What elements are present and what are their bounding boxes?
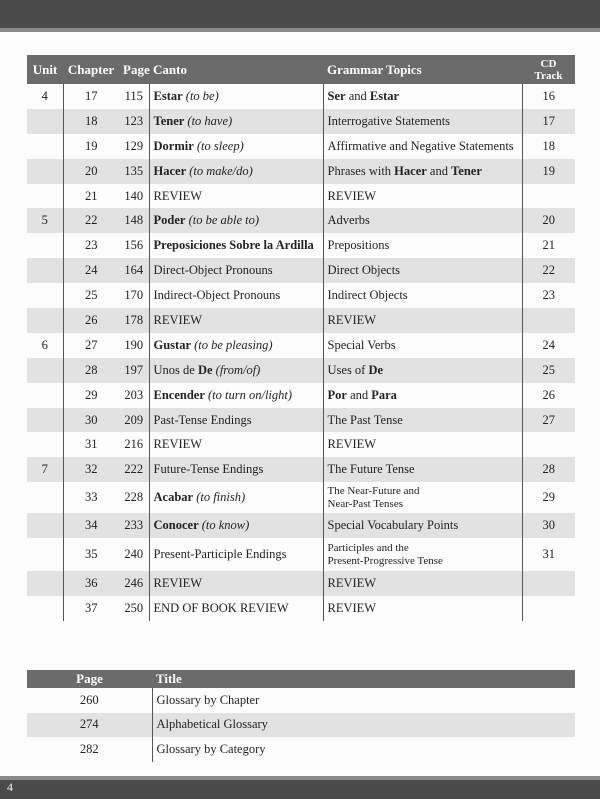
page-cell: 203 (119, 383, 149, 408)
canto-cell (149, 383, 323, 408)
canto-translation: (to know) (201, 518, 250, 533)
top-border-band (0, 0, 600, 28)
canto-cell (149, 408, 323, 433)
unit-cell (27, 233, 63, 258)
cd-track-cell: 30 (542, 518, 555, 533)
table-row (27, 432, 575, 457)
header-cd-line2: Track (534, 69, 563, 82)
index-row (27, 688, 575, 713)
canto-cell (149, 258, 323, 283)
top-border-edge (0, 28, 600, 32)
canto-cell (149, 432, 323, 457)
chapter-cell: 23 (85, 238, 98, 253)
chapter-cell: 35 (85, 547, 98, 562)
page-cell: 178 (119, 308, 149, 333)
canto-cell (149, 482, 323, 513)
grammar-text-2: and (426, 163, 452, 178)
grammar-text-1: Direct Objects (327, 263, 401, 278)
unit-cell (27, 134, 63, 159)
index-row (27, 737, 575, 762)
grammar-bold-2: De (368, 362, 384, 377)
page-cell: 164 (119, 258, 149, 283)
grammar-cell (323, 208, 522, 233)
chapter-cell: 19 (85, 138, 98, 153)
grammar-text-1: The Near-Future and (327, 484, 420, 497)
page-cell: 190 (119, 333, 149, 358)
table-row (27, 233, 575, 258)
index-table (27, 670, 575, 762)
page-cell: 216 (119, 432, 149, 457)
grammar-cell (323, 134, 522, 159)
canto-translation: (to sleep) (196, 138, 244, 153)
canto-text: Future-Tense Endings (153, 462, 264, 477)
unit-cell (27, 308, 63, 333)
table-row (27, 84, 575, 109)
table-row (27, 571, 575, 596)
grammar-cell (323, 358, 522, 383)
chapter-cell: 22 (85, 213, 98, 228)
canto-translation: (to be) (185, 88, 219, 103)
index-title-cell: Alphabetical Glossary (156, 717, 268, 732)
page-cell: 240 (119, 538, 149, 571)
canto-title: Encender (153, 387, 205, 402)
canto-title: Hacer (153, 163, 187, 178)
grammar-text-1: Phrases with (327, 163, 395, 178)
grammar-bold-1: Ser (327, 88, 346, 103)
grammar-cell (323, 333, 522, 358)
cd-track-cell: 18 (542, 138, 555, 153)
index-body (27, 688, 575, 762)
chapter-cell: 18 (85, 113, 98, 128)
grammar-bold-2: Estar (369, 88, 400, 103)
index-title-cell: Glossary by Category (156, 741, 266, 756)
unit-cell (27, 358, 63, 383)
index-title-cell: Glossary by Chapter (156, 692, 260, 707)
canto-translation: (to be able to) (188, 213, 260, 228)
canto-cell (149, 308, 323, 333)
cd-track-cell: 23 (542, 288, 555, 303)
canto-text: Direct-Object Pronouns (153, 263, 273, 278)
page-cell: 250 (119, 596, 149, 621)
canto-title: Acabar (153, 490, 194, 505)
chapter-cell: 37 (85, 600, 98, 615)
cd-track-cell: 25 (542, 362, 555, 377)
chapter-cell: 26 (85, 312, 98, 327)
canto-text: REVIEW (153, 576, 203, 591)
page-cell: 135 (119, 159, 149, 184)
table-row (27, 134, 575, 159)
chapter-cell: 30 (85, 412, 98, 427)
grammar-cell (323, 184, 522, 209)
grammar-text-1: Special Verbs (327, 337, 396, 352)
table-row (27, 513, 575, 538)
table-row (27, 333, 575, 358)
unit-cell (27, 513, 63, 538)
grammar-text-1: and (346, 387, 372, 402)
cd-track-cell: 26 (542, 387, 555, 402)
page-cell: 233 (119, 513, 149, 538)
header-cd-track (522, 55, 575, 84)
grammar-bold-1: Por (327, 387, 347, 402)
grammar-cell (323, 308, 522, 333)
page-cell: 123 (119, 109, 149, 134)
page-cell: 140 (119, 184, 149, 209)
grammar-bold-2: Para (371, 387, 397, 402)
page-cell: 222 (119, 457, 149, 482)
chapter-cell: 25 (85, 288, 98, 303)
unit-cell (27, 159, 63, 184)
page-cell: 246 (119, 571, 149, 596)
index-header-title: Title (156, 671, 182, 686)
table-row (27, 308, 575, 333)
chapter-cell: 36 (85, 576, 98, 591)
canto-text: Present-Participle Endings (153, 547, 287, 562)
canto-translation: (from/of) (215, 362, 261, 377)
chapter-cell: 28 (85, 362, 98, 377)
canto-cell (149, 333, 323, 358)
chapter-cell: 21 (85, 188, 98, 203)
page-number: 4 (7, 780, 13, 794)
cd-track-cell (522, 571, 575, 596)
grammar-cell (323, 408, 522, 433)
unit-cell (27, 383, 63, 408)
unit-cell: 5 (27, 208, 63, 233)
unit-cell: 6 (27, 333, 63, 358)
canto-title: Preposiciones Sobre la Ardilla (153, 238, 314, 253)
grammar-cell (323, 457, 522, 482)
canto-text: Indirect-Object Pronouns (153, 288, 281, 303)
canto-cell (149, 513, 323, 538)
cd-track-cell: 31 (542, 547, 555, 562)
page-cell: 209 (119, 408, 149, 433)
table-row (27, 184, 575, 209)
canto-cell (149, 571, 323, 596)
grammar-cell (323, 383, 522, 408)
canto-translation: (to finish) (196, 490, 246, 505)
chapter-cell: 34 (85, 518, 98, 533)
canto-cell (149, 358, 323, 383)
canto-text: END OF BOOK REVIEW (153, 600, 289, 615)
canto-cell (149, 208, 323, 233)
cd-track-cell (522, 184, 575, 209)
canto-title: Conocer (153, 518, 199, 533)
grammar-text-1: The Future Tense (327, 462, 415, 477)
canto-cell (149, 109, 323, 134)
canto-cell (149, 596, 323, 621)
unit-cell (27, 571, 63, 596)
grammar-cell (323, 482, 522, 513)
canto-title: Poder (153, 213, 186, 228)
canto-text: Past-Tense Endings (153, 412, 252, 427)
grammar-text-1: Affirmative and Negative Statements (327, 138, 514, 153)
cd-track-cell: 20 (542, 213, 555, 228)
index-header-row (27, 670, 575, 688)
grammar-text-1: Special Vocabulary Points (327, 518, 459, 533)
grammar-cell (323, 571, 522, 596)
grammar-text-1: Uses of (327, 362, 369, 377)
cd-track-cell: 17 (542, 113, 555, 128)
cd-track-cell (522, 308, 575, 333)
canto-cell (149, 538, 323, 571)
chapter-cell: 24 (85, 263, 98, 278)
grammar-text-1: and (345, 88, 370, 103)
chapter-cell: 27 (85, 337, 98, 352)
grammar-bold-3: Tener (451, 163, 482, 178)
grammar-text-1: Indirect Objects (327, 288, 408, 303)
cd-track-cell: 19 (542, 163, 555, 178)
canto-cell (149, 283, 323, 308)
canto-text: REVIEW (153, 437, 203, 452)
cd-track-cell: 16 (542, 88, 555, 103)
table-row (27, 358, 575, 383)
table-row (27, 258, 575, 283)
grammar-text-2: Near-Past Tenses (327, 497, 403, 510)
cd-track-cell: 24 (542, 337, 555, 352)
canto-cell (149, 159, 323, 184)
canto-text: Unos de (153, 362, 198, 377)
index-page-cell: 274 (27, 713, 152, 738)
grammar-text-1: Adverbs (327, 213, 370, 228)
canto-title: Estar (153, 88, 183, 103)
index-page-cell: 260 (27, 688, 152, 713)
grammar-cell (323, 233, 522, 258)
table-row (27, 208, 575, 233)
header-page: Page (123, 61, 150, 77)
cd-track-cell: 27 (542, 412, 555, 427)
canto-cell (149, 233, 323, 258)
grammar-cell (323, 596, 522, 621)
grammar-text-1: REVIEW (327, 437, 377, 452)
canto-cell (149, 457, 323, 482)
grammar-cell (323, 109, 522, 134)
chapter-cell: 32 (85, 462, 98, 477)
grammar-cell (323, 159, 522, 184)
cd-track-cell (522, 432, 575, 457)
grammar-cell (323, 283, 522, 308)
cd-track-cell: 29 (542, 490, 555, 505)
grammar-cell (323, 432, 522, 457)
canto-title: Gustar (153, 337, 191, 352)
chapter-cell: 29 (85, 387, 98, 402)
contents-table (27, 55, 575, 621)
canto-title: Tener (153, 113, 185, 128)
cd-track-cell (522, 596, 575, 621)
cd-track-cell: 22 (542, 263, 555, 278)
header-grammar: Grammar Topics (327, 61, 422, 77)
canto-translation: (to make/do) (189, 163, 253, 178)
canto-title: Dormir (153, 138, 194, 153)
grammar-text-1: REVIEW (327, 600, 377, 615)
canto-bold-word: De (197, 362, 213, 377)
page-cell: 129 (119, 134, 149, 159)
unit-cell (27, 482, 63, 513)
canto-text: REVIEW (153, 312, 203, 327)
canto-translation: (to be pleasing) (194, 337, 273, 352)
canto-translation: (to have) (187, 113, 233, 128)
canto-translation: (to turn on/light) (208, 387, 293, 402)
chapter-cell: 17 (85, 88, 98, 103)
grammar-bold-2: Hacer (394, 163, 427, 178)
page-cell: 115 (119, 84, 149, 109)
table-row (27, 109, 575, 134)
unit-cell: 4 (27, 84, 63, 109)
table-row (27, 283, 575, 308)
unit-cell (27, 408, 63, 433)
table-row (27, 538, 575, 571)
unit-cell (27, 596, 63, 621)
grammar-text-1: Interrogative Statements (327, 113, 451, 128)
unit-cell: 7 (27, 457, 63, 482)
grammar-text-1: Participles and the (327, 541, 409, 554)
grammar-cell (323, 513, 522, 538)
unit-cell (27, 109, 63, 134)
header-unit: Unit (32, 61, 58, 77)
unit-cell (27, 538, 63, 571)
table-row (27, 408, 575, 433)
page-cell: 156 (119, 233, 149, 258)
grammar-text-1: REVIEW (327, 576, 377, 591)
chapter-cell: 33 (85, 490, 98, 505)
index-page-cell: 282 (27, 737, 152, 762)
cd-track-cell: 28 (542, 462, 555, 477)
unit-cell (27, 258, 63, 283)
cd-track-cell: 21 (542, 238, 555, 253)
chapter-cell: 31 (85, 437, 98, 452)
canto-cell (149, 184, 323, 209)
table-row (27, 596, 575, 621)
table-row (27, 482, 575, 513)
canto-cell (149, 134, 323, 159)
header-canto: Canto (153, 61, 187, 77)
grammar-cell (323, 84, 522, 109)
table-row (27, 383, 575, 408)
contents-header-row (27, 55, 575, 84)
page-cell: 170 (119, 283, 149, 308)
contents-body (27, 84, 575, 621)
canto-text: REVIEW (153, 188, 203, 203)
grammar-text-1: The Past Tense (327, 412, 403, 427)
page-cell: 197 (119, 358, 149, 383)
grammar-text-1: Prepositions (327, 238, 390, 253)
grammar-cell (323, 538, 522, 571)
header-chapter: Chapter (67, 61, 115, 77)
grammar-text-1: REVIEW (327, 188, 377, 203)
index-row (27, 713, 575, 738)
grammar-text-2: Present-Progressive Tense (327, 554, 443, 567)
canto-cell (149, 84, 323, 109)
unit-cell (27, 184, 63, 209)
unit-cell (27, 283, 63, 308)
grammar-text-1: REVIEW (327, 312, 377, 327)
page-cell: 148 (119, 208, 149, 233)
table-row (27, 457, 575, 482)
chapter-cell: 20 (85, 163, 98, 178)
header-cd-line1: CD (540, 57, 557, 70)
grammar-cell (323, 258, 522, 283)
unit-cell (27, 432, 63, 457)
page-cell: 228 (119, 482, 149, 513)
table-row (27, 159, 575, 184)
index-header-page: Page (76, 671, 103, 686)
bottom-border-band (0, 780, 600, 799)
